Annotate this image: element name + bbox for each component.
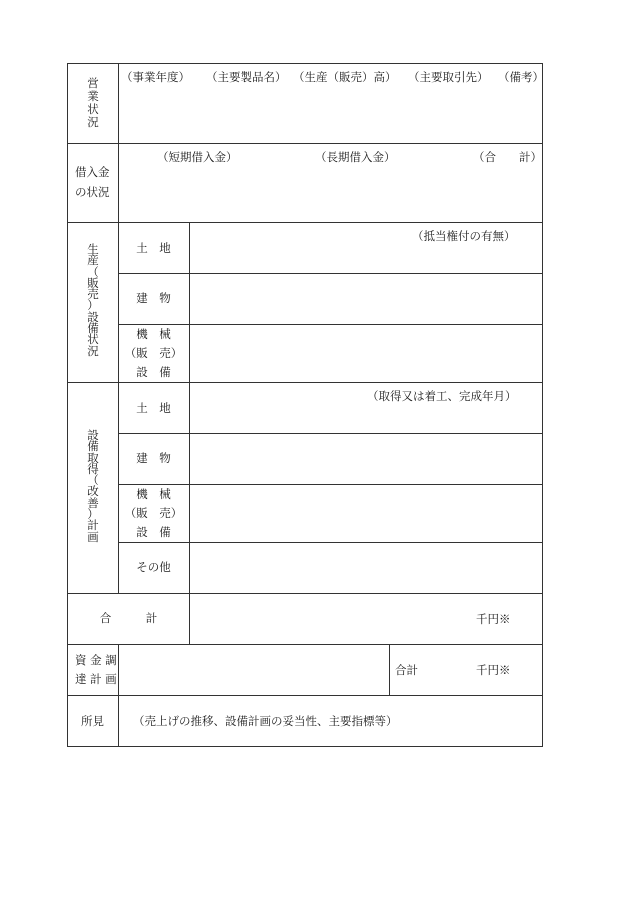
setsubi-jokyo-row-land: 土 地 — [136, 241, 171, 255]
row-divider — [68, 382, 542, 383]
setsubi-keikaku-row-machine-2: （販 売） — [124, 506, 183, 520]
setsubi-keikaku-row-machine-1: 機 械 — [136, 487, 171, 501]
row-divider — [68, 593, 542, 594]
gokei-label: 合 計 — [99, 611, 158, 625]
shikin-label-2: 達 計 画 — [75, 672, 117, 686]
row-divider — [68, 143, 542, 144]
eigyo-col-production: （生産（販売）高） — [293, 70, 397, 84]
setsubi-keikaku-row-machine-3: 設 備 — [136, 525, 171, 539]
setsubi-keikaku-row-other: その他 — [136, 560, 171, 574]
setsubi-keikaku-note: （取得又は着工、完成年月） — [367, 389, 517, 403]
eigyo-label: 営 業 状 況 — [87, 76, 99, 129]
setsubi-keikaku-row-land: 土 地 — [136, 401, 171, 415]
row-divider — [118, 433, 542, 434]
setsubi-keikaku-label: 設 備 取 得 （ 改 善 ） 計 画 — [87, 428, 99, 544]
setsubi-jokyo-label: 生 産 （ 販 売 ） 設 備 状 況 — [87, 242, 99, 358]
kariire-label-2: の状況 — [75, 185, 110, 199]
eigyo-col-fiscal-year: （事業年度） — [121, 70, 190, 84]
col-divider — [189, 222, 190, 644]
application-form-table — [67, 63, 543, 747]
shikin-label-1: 資 金 調 — [75, 653, 117, 667]
gokei-unit: 千円※ — [476, 612, 511, 626]
kariire-col-short: （短期借入金） — [157, 150, 238, 164]
row-divider — [68, 644, 542, 645]
shikin-unit: 千円※ — [476, 663, 511, 677]
kariire-col-long: （長期借入金） — [315, 150, 396, 164]
col-divider — [118, 644, 119, 746]
setsubi-jokyo-row-machine-2: （販 売） — [124, 346, 183, 360]
shoken-note: （売上げの推移、設備計画の妥当性、主要指標等） — [133, 714, 398, 728]
setsubi-jokyo-row-building: 建 物 — [136, 291, 171, 305]
eigyo-col-remarks: （備考） — [498, 70, 544, 84]
row-divider — [68, 695, 542, 696]
eigyo-col-customers: （主要取引先） — [408, 70, 489, 84]
kariire-col-total: （合 計） — [473, 150, 542, 164]
shikin-total-label: 合計 — [395, 663, 418, 677]
setsubi-jokyo-row-machine-3: 設 備 — [136, 365, 171, 379]
col-divider — [389, 644, 390, 695]
setsubi-keikaku-row-building: 建 物 — [136, 451, 171, 465]
shoken-label: 所見 — [81, 714, 104, 728]
row-divider — [118, 542, 542, 543]
row-divider — [118, 273, 542, 274]
setsubi-jokyo-row-machine-1: 機 械 — [136, 327, 171, 341]
kariire-label-1: 借入金 — [75, 165, 110, 179]
row-divider — [68, 222, 542, 223]
eigyo-col-main-products: （主要製品名） — [206, 70, 287, 84]
setsubi-jokyo-note: （抵当権付の有無） — [412, 229, 516, 243]
